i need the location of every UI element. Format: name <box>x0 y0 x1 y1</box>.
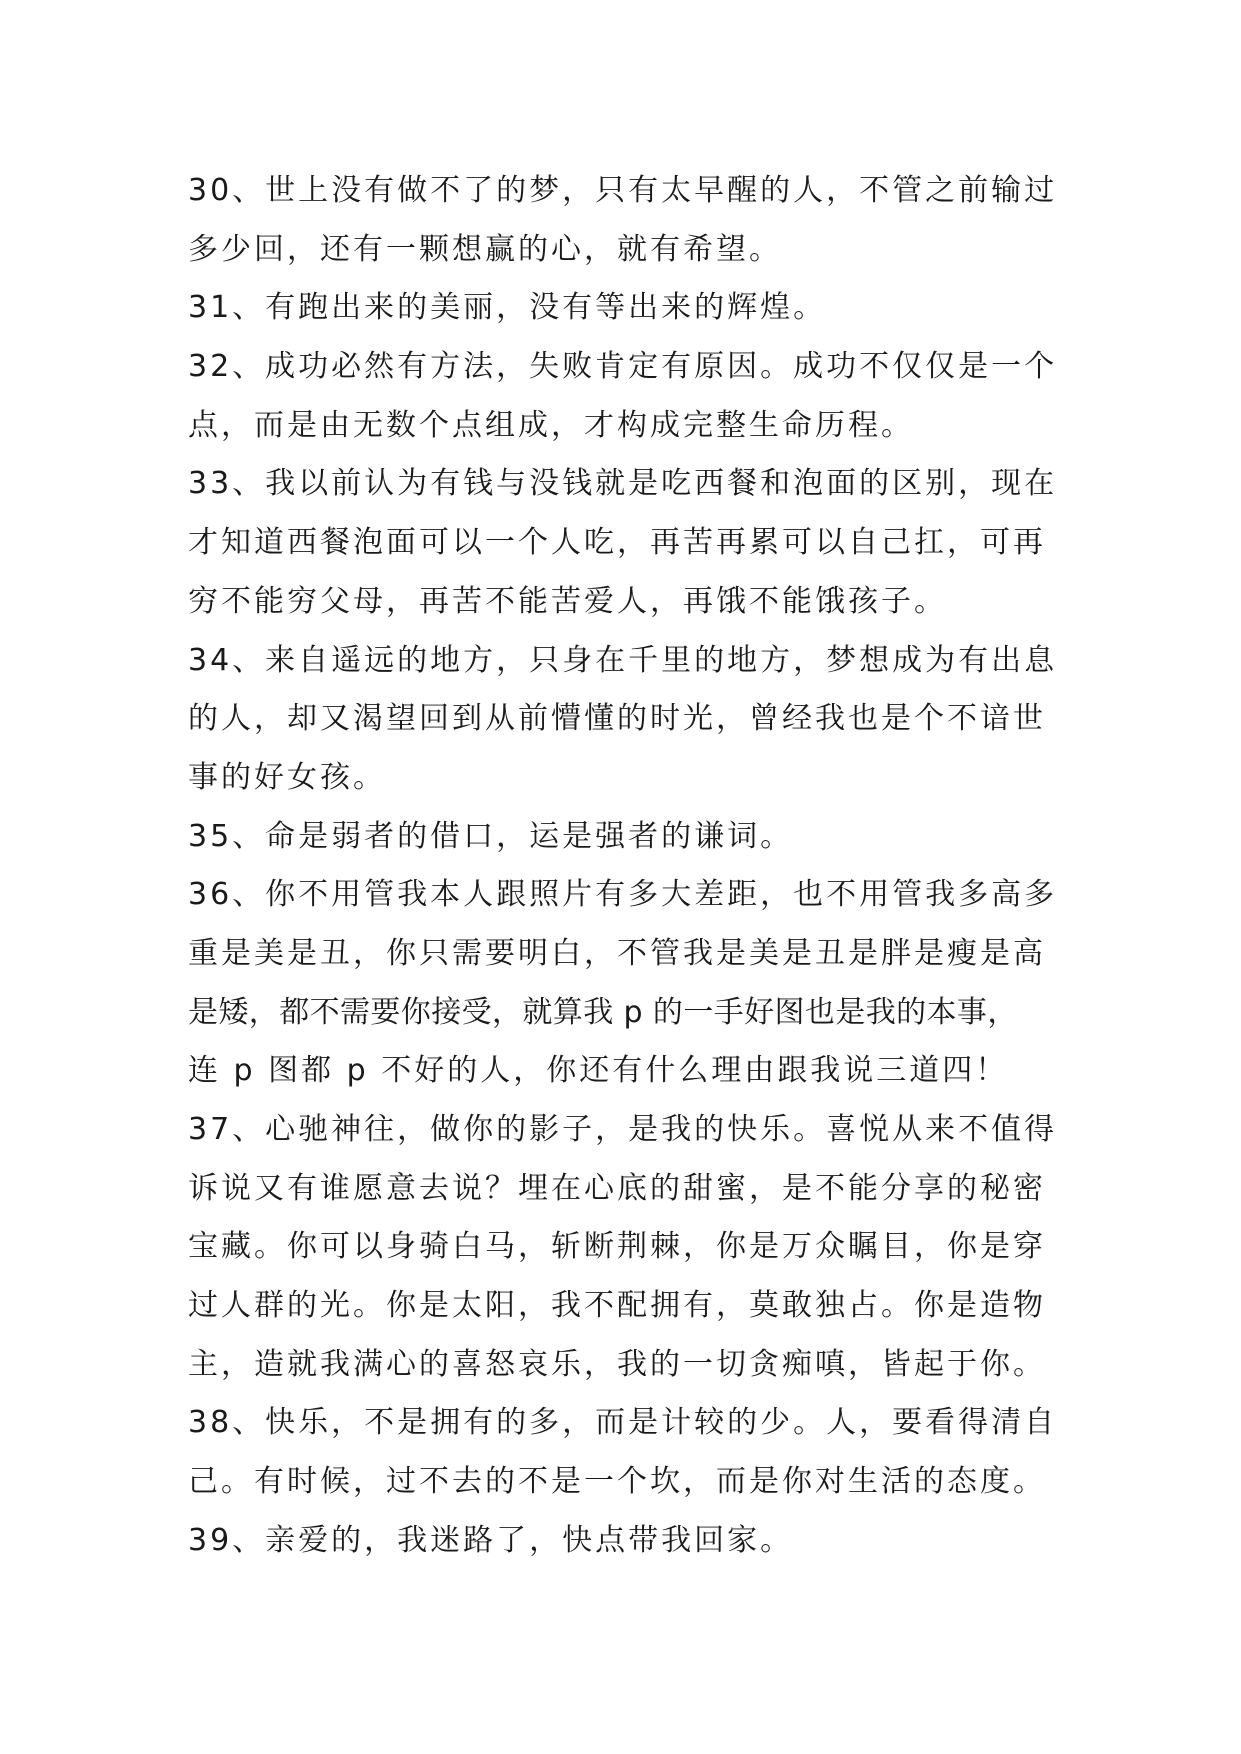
text-line: 36、你不用管我本人跟照片有多大差距，也不用管我多高多 <box>188 877 1058 913</box>
text-line: 重是美是丑，你只需要明白，不管我是美是丑是胖是瘦是高 <box>188 935 1046 971</box>
text-line: 的人，却又渴望回到从前懵懂的时光，曾经我也是个不谙世 <box>188 701 1046 737</box>
text-line: 33、我以前认为有钱与没钱就是吃西餐和泡面的区别，现在 <box>188 466 1058 502</box>
text-line: 穷不能穷父母，再苦不能苦爱人，再饿不能饿孩子。 <box>188 583 947 619</box>
text-line: 过人群的光。你是太阳，我不配拥有，莫敢独占。你是造物 <box>188 1288 1046 1324</box>
text-line: 30、世上没有做不了的梦，只有太早醒的人，不管之前输过 <box>188 173 1058 208</box>
text-line: 39、亲爱的，我迷路了，快点带我回家。 <box>188 1522 794 1558</box>
text-line: 多少回，还有一颗想赢的心，就有希望。 <box>188 231 782 267</box>
document-body <box>188 162 1068 1571</box>
text-line: 35、命是弱者的借口，运是强者的谦词。 <box>188 818 794 854</box>
text-line: 是矮，都不需要你接受，就算我 p 的一手好图也是我的本事， <box>188 994 1018 1030</box>
text-line: 点，而是由无数个点组成，才构成完整生命历程。 <box>188 407 914 443</box>
text-line: 己。有时候，过不去的不是一个坎，而是你对生活的态度。 <box>188 1464 1046 1500</box>
text-line: 连 p 图都 p 不好的人，你还有什么理由跟我说三道四！ <box>188 1053 1009 1089</box>
text-line: 才知道西餐泡面可以一个人吃，再苦再累可以自己扛，可再 <box>188 525 1046 561</box>
text-line: 31、有跑出来的美丽，没有等出来的辉煌。 <box>188 290 827 326</box>
text-line: 37、心驰神往，做你的影子，是我的快乐。喜悦从来不值得 <box>188 1112 1058 1147</box>
text-line: 诉说又有谁愿意去说？埋在心底的甜蜜，是不能分享的秘密 <box>188 1170 1046 1206</box>
text-line: 事的好女孩。 <box>188 759 386 795</box>
text-line: 宝藏。你可以身骑白马，斩断荆棘，你是万众瞩目，你是穿 <box>188 1229 1046 1265</box>
text-line: 32、成功必然有方法，失败肯定有原因。成功不仅仅是一个 <box>188 349 1058 385</box>
text-line: 主，造就我满心的喜怒哀乐，我的一切贪痴嗔，皆起于你。 <box>188 1346 1046 1382</box>
text-line: 38、快乐，不是拥有的多，而是计较的少。人，要看得清自 <box>188 1405 1058 1441</box>
text-line: 34、来自遥远的地方，只身在千里的地方，梦想成为有出息 <box>188 642 1058 678</box>
